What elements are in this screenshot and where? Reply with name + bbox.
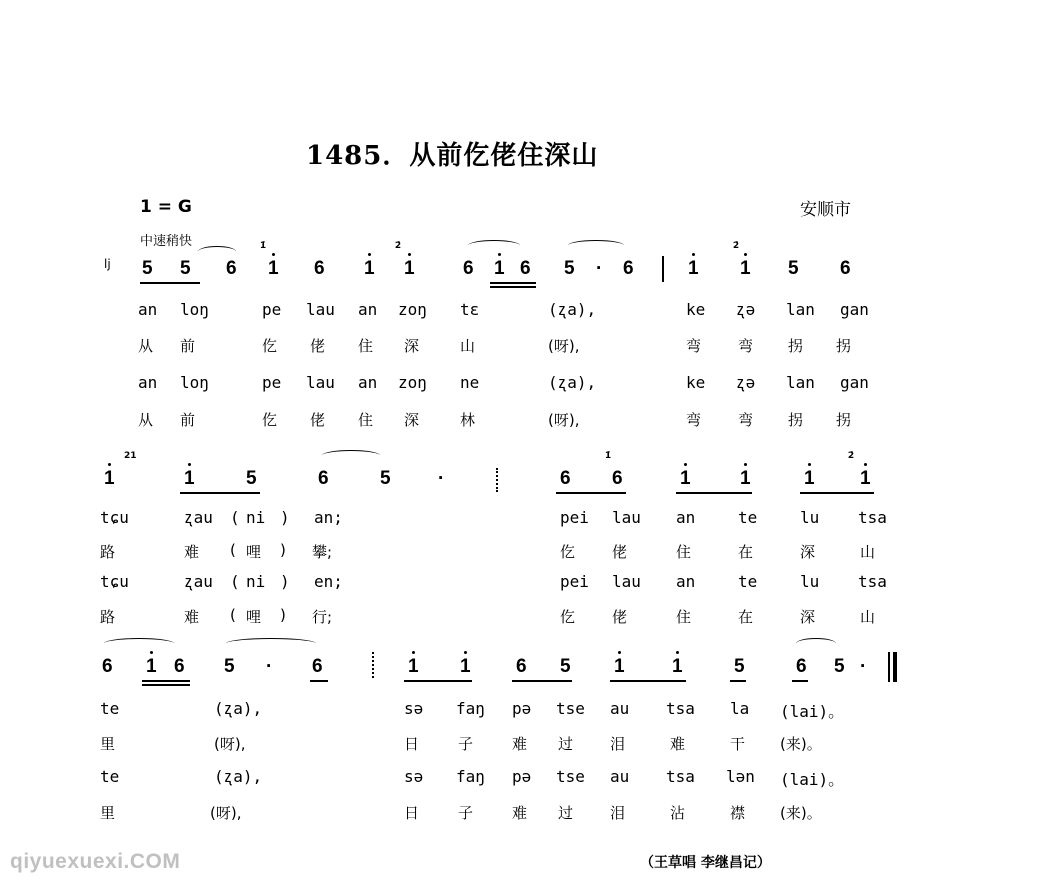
lyric-line xyxy=(0,409,1056,433)
syllable: 难 xyxy=(512,804,528,822)
syllable: 住 xyxy=(676,608,692,626)
note: 5 xyxy=(180,258,191,279)
note: 6 xyxy=(463,258,474,279)
syllable: an xyxy=(676,508,696,527)
syllable: faŋ xyxy=(456,767,485,786)
syllable: an; xyxy=(314,508,343,527)
syllable: ʐə xyxy=(736,300,756,319)
octave-dot xyxy=(108,463,111,466)
note: · xyxy=(266,656,273,677)
underline xyxy=(792,680,808,682)
syllable: 在 xyxy=(738,543,754,561)
lyric-line xyxy=(0,733,1056,757)
syllable: loŋ xyxy=(180,300,209,319)
syllable: an xyxy=(138,300,158,319)
syllable: ) xyxy=(280,572,290,591)
syllable: 难 xyxy=(184,608,200,626)
lyric-line xyxy=(0,767,1056,791)
syllable: 佬 xyxy=(310,411,326,429)
note: 5 xyxy=(834,656,845,677)
syllable: 哩 xyxy=(246,608,262,626)
syllable: 佬 xyxy=(310,337,326,355)
note: 1 xyxy=(404,258,415,279)
syllable: 仡 xyxy=(560,608,576,626)
underline xyxy=(800,492,874,494)
syllable: 拐 xyxy=(836,411,852,429)
key-signature: 1 = G xyxy=(140,197,192,217)
note: 5 xyxy=(380,468,391,489)
lyric-line xyxy=(0,606,1056,630)
octave-dot xyxy=(464,651,467,654)
syllable: an xyxy=(676,572,696,591)
dotted-barline xyxy=(372,652,374,678)
syllable: ʐau xyxy=(184,508,213,527)
syllable: faŋ xyxy=(456,699,485,718)
octave-dot xyxy=(808,463,811,466)
octave-dot xyxy=(744,253,747,256)
syllable: 弯 xyxy=(738,411,754,429)
syllable: (来)。 xyxy=(780,735,822,753)
grace-note: 1̇ xyxy=(604,451,612,461)
slur xyxy=(198,246,236,257)
octave-dot xyxy=(684,463,687,466)
note: 6 xyxy=(174,656,185,677)
syllable: 山 xyxy=(860,608,876,626)
slur xyxy=(796,638,836,649)
syllable: ni xyxy=(246,508,266,527)
note: 1 xyxy=(672,656,683,677)
note: 5 xyxy=(788,258,799,279)
staff-system-3 xyxy=(0,656,1056,696)
syllable: tsa xyxy=(858,508,887,527)
grace-note: 2̇ xyxy=(847,451,855,461)
note: 1 xyxy=(680,468,691,489)
lyric-line xyxy=(0,572,1056,596)
octave-dot xyxy=(744,463,747,466)
syllable: lau xyxy=(612,508,641,527)
song-title: 1485．从前仡佬住深山 xyxy=(306,141,599,171)
underline xyxy=(490,282,536,284)
note: 5 xyxy=(142,258,153,279)
syllable: 山 xyxy=(860,543,876,561)
note: 1 xyxy=(740,468,751,489)
syllable: 拐 xyxy=(836,337,852,355)
syllable: gan xyxy=(840,373,869,392)
underline xyxy=(730,680,746,682)
final-barline-thin xyxy=(888,652,890,682)
syllable: au xyxy=(610,767,630,786)
tempo-marking: 中速稍快 xyxy=(140,234,193,249)
dotted-barline xyxy=(496,468,498,492)
syllable: pe xyxy=(262,300,282,319)
syllable: ( xyxy=(230,541,236,559)
syllable: ( xyxy=(230,606,236,624)
syllable: au xyxy=(610,699,630,718)
note: 1 xyxy=(804,468,815,489)
syllable: lau xyxy=(612,572,641,591)
syllable: 子 xyxy=(458,804,474,822)
syllable: 深 xyxy=(800,543,816,561)
watermark: qiyuexuexi.COM xyxy=(10,850,181,873)
slur xyxy=(468,240,520,251)
note: 6 xyxy=(312,656,323,677)
note: 1 xyxy=(184,468,195,489)
note: 6 xyxy=(560,468,571,489)
syllable: 里 xyxy=(100,735,116,753)
syllable: (ʐa), xyxy=(548,373,597,392)
note: 5 xyxy=(246,468,257,489)
lyric-line xyxy=(0,699,1056,723)
syllable: sə xyxy=(404,699,424,718)
note: 6 xyxy=(840,258,851,279)
syllable: 路 xyxy=(100,608,116,626)
syllable: 行; xyxy=(312,608,333,626)
syllable: lu xyxy=(800,572,820,591)
syllable: (ʐa), xyxy=(548,300,597,319)
syllable: pə xyxy=(512,767,532,786)
syllable: lu xyxy=(800,508,820,527)
syllable: 泪 xyxy=(610,804,626,822)
credit-line: （王草唱 李继昌记） xyxy=(640,855,771,871)
syllable: lən xyxy=(726,767,755,786)
syllable: (lai)。 xyxy=(780,770,845,789)
note: 6 xyxy=(516,656,527,677)
syllable: la xyxy=(730,699,750,718)
note: · xyxy=(860,656,867,677)
syllable: 佬 xyxy=(612,543,628,561)
syllable: ) xyxy=(280,508,290,527)
syllable: zoŋ xyxy=(398,373,427,392)
note: 1 xyxy=(494,258,505,279)
syllable: ʐau xyxy=(184,572,213,591)
note: 6 xyxy=(796,656,807,677)
syllable: 前 xyxy=(180,411,196,429)
syllable: (呀), xyxy=(210,804,242,822)
grace-note: 2̇ xyxy=(732,241,740,251)
slur xyxy=(568,240,624,251)
octave-dot xyxy=(272,253,275,256)
syllable: en; xyxy=(314,572,343,591)
octave-dot xyxy=(498,253,501,256)
syllable: 深 xyxy=(404,411,420,429)
note: 5 xyxy=(560,656,571,677)
note: 1 xyxy=(740,258,751,279)
syllable: pə xyxy=(512,699,532,718)
syllable: 仡 xyxy=(560,543,576,561)
syllable: an xyxy=(358,373,378,392)
syllable: pei xyxy=(560,508,589,527)
syllable: 泪 xyxy=(610,735,626,753)
underline xyxy=(490,286,536,288)
underline xyxy=(142,684,190,686)
syllable: te xyxy=(738,572,758,591)
underline xyxy=(556,492,626,494)
syllable: te xyxy=(100,767,120,786)
note: 6 xyxy=(520,258,531,279)
syllable: lau xyxy=(306,300,335,319)
syllable: ʐə xyxy=(736,373,756,392)
note: 5 xyxy=(224,656,235,677)
octave-dot xyxy=(188,463,191,466)
slur xyxy=(226,638,316,649)
underline xyxy=(676,492,752,494)
note: 1 xyxy=(268,258,279,279)
lyric-line xyxy=(0,373,1056,397)
syllable: 子 xyxy=(458,735,474,753)
syllable: 里 xyxy=(100,804,116,822)
note: 1 xyxy=(104,468,115,489)
syllable: (呀), xyxy=(214,735,246,753)
note: 5 xyxy=(564,258,575,279)
syllable: 日 xyxy=(404,735,420,753)
syllable: 住 xyxy=(676,543,692,561)
slur xyxy=(322,450,380,461)
region-label: 安顺市 xyxy=(800,200,851,220)
syllable: ne xyxy=(460,373,480,392)
syllable: (ʐa), xyxy=(214,767,263,786)
underline xyxy=(180,492,260,494)
syllable: sə xyxy=(404,767,424,786)
lyric-line xyxy=(0,300,1056,324)
staff-system-2 xyxy=(0,451,1056,508)
note: 6 xyxy=(612,468,623,489)
note: 1 xyxy=(688,258,699,279)
note: · xyxy=(438,468,445,489)
syllable: ke xyxy=(686,373,706,392)
underline xyxy=(404,680,472,682)
syllable: pei xyxy=(560,572,589,591)
syllable: ) xyxy=(280,606,286,624)
syllable: tsa xyxy=(858,572,887,591)
syllable: an xyxy=(358,300,378,319)
underline xyxy=(310,680,328,682)
syllable: ( xyxy=(230,508,240,527)
lyric-line xyxy=(0,802,1056,826)
underline xyxy=(142,680,190,682)
syllable: ) xyxy=(280,541,286,559)
syllable: tɕu xyxy=(100,572,129,591)
note: 1 xyxy=(860,468,871,489)
syllable: pe xyxy=(262,373,282,392)
note: 6 xyxy=(623,258,634,279)
syllable: ( xyxy=(230,572,240,591)
syllable: gan xyxy=(840,300,869,319)
syllable: 过 xyxy=(558,804,574,822)
syllable: tɛ xyxy=(460,300,480,319)
syllable: 住 xyxy=(358,337,374,355)
grace-note: 21 xyxy=(124,451,137,461)
grace-note: 1̇ xyxy=(259,241,267,251)
syllable: 难 xyxy=(670,735,686,753)
syllable: 从 xyxy=(138,411,154,429)
octave-dot xyxy=(864,463,867,466)
note: 6 xyxy=(226,258,237,279)
syllable: 前 xyxy=(180,337,196,355)
syllable: ni xyxy=(246,572,266,591)
underline xyxy=(512,680,572,682)
syllable: 山 xyxy=(460,337,476,355)
syllable: (lai)。 xyxy=(780,702,845,721)
underline xyxy=(610,680,686,682)
note: · xyxy=(596,258,603,279)
syllable: zoŋ xyxy=(398,300,427,319)
syllable: 日 xyxy=(404,804,420,822)
lyric-line xyxy=(0,541,1056,565)
syllable: 襟 xyxy=(730,804,746,822)
underline xyxy=(140,282,200,284)
syllable: tsa xyxy=(666,699,695,718)
syllable: (呀), xyxy=(548,411,580,429)
syllable: lan xyxy=(786,300,815,319)
syllable: loŋ xyxy=(180,373,209,392)
octave-dot xyxy=(618,651,621,654)
syllable: te xyxy=(100,699,120,718)
note: 5 xyxy=(734,656,745,677)
note: 6 xyxy=(102,656,113,677)
syllable: 深 xyxy=(800,608,816,626)
syllable: 难 xyxy=(512,735,528,753)
octave-dot xyxy=(408,253,411,256)
syllable: (呀), xyxy=(548,337,580,355)
syllable: 从 xyxy=(138,337,154,355)
barline xyxy=(662,256,664,282)
syllable: 拐 xyxy=(788,411,804,429)
syllable: lan xyxy=(786,373,815,392)
syllable: 过 xyxy=(558,735,574,753)
syllable: te xyxy=(738,508,758,527)
syllable: 弯 xyxy=(686,337,702,355)
syllable: 住 xyxy=(358,411,374,429)
start-mark: lj xyxy=(104,257,111,271)
syllable: tɕu xyxy=(100,508,129,527)
note: 6 xyxy=(314,258,325,279)
slur xyxy=(104,638,174,649)
syllable: 沾 xyxy=(670,804,686,822)
syllable: 仡 xyxy=(262,337,278,355)
note: 1 xyxy=(614,656,625,677)
syllable: tse xyxy=(556,767,585,786)
syllable: 林 xyxy=(460,411,476,429)
syllable: 佬 xyxy=(612,608,628,626)
note: 6 xyxy=(318,468,329,489)
syllable: lau xyxy=(306,373,335,392)
octave-dot xyxy=(692,253,695,256)
note: 1 xyxy=(460,656,471,677)
note: 1 xyxy=(146,656,157,677)
syllable: 路 xyxy=(100,543,116,561)
syllable: ke xyxy=(686,300,706,319)
octave-dot xyxy=(150,651,153,654)
syllable: (来)。 xyxy=(780,804,822,822)
syllable: 干 xyxy=(730,735,746,753)
syllable: 弯 xyxy=(686,411,702,429)
lyric-line xyxy=(0,335,1056,359)
note: 1 xyxy=(364,258,375,279)
syllable: an xyxy=(138,373,158,392)
syllable: 拐 xyxy=(788,337,804,355)
grace-note: 2̇ xyxy=(394,241,402,251)
note: 1 xyxy=(408,656,419,677)
syllable: 深 xyxy=(404,337,420,355)
lyric-line xyxy=(0,508,1056,532)
syllable: (ʐa), xyxy=(214,699,263,718)
octave-dot xyxy=(368,253,371,256)
syllable: 弯 xyxy=(738,337,754,355)
syllable: 哩 xyxy=(246,543,262,561)
syllable: 难 xyxy=(184,543,200,561)
octave-dot xyxy=(412,651,415,654)
syllable: 攀; xyxy=(312,543,333,561)
octave-dot xyxy=(676,651,679,654)
final-barline-thick xyxy=(893,652,897,682)
syllable: 在 xyxy=(738,608,754,626)
syllable: 仡 xyxy=(262,411,278,429)
syllable: tsa xyxy=(666,767,695,786)
syllable: tse xyxy=(556,699,585,718)
